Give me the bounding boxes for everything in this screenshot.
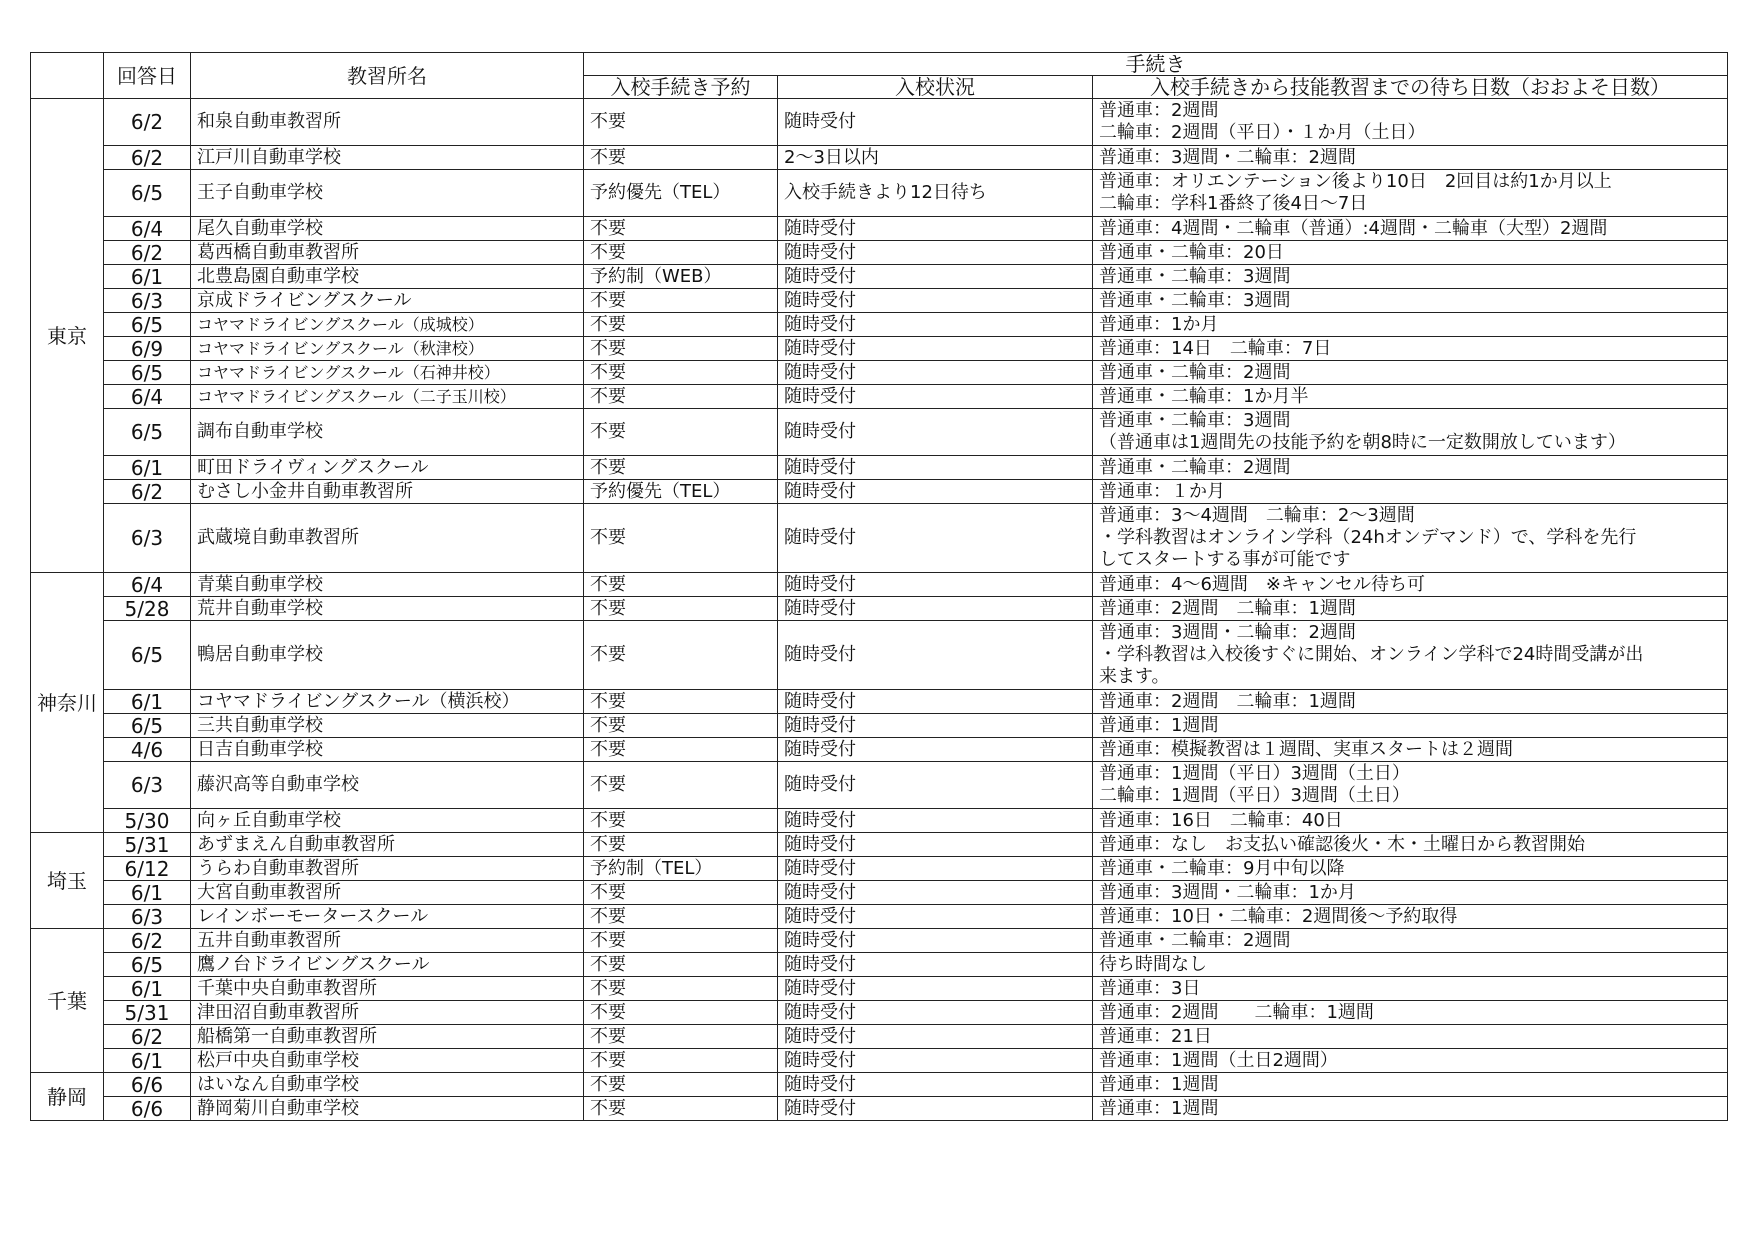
date-cell: 6/2 <box>104 241 191 265</box>
status-cell: 随時受付 <box>778 313 1093 337</box>
table-row <box>31 690 1728 714</box>
date-cell: 6/2 <box>104 146 191 170</box>
status-cell: 随時受付 <box>778 690 1093 714</box>
table-row <box>31 409 1728 456</box>
date-cell: 6/3 <box>104 504 191 573</box>
table-row <box>31 1025 1728 1049</box>
status-cell: 随時受付 <box>778 738 1093 762</box>
school-name-cell: 調布自動車学校 <box>191 409 584 456</box>
school-name-cell: 日吉自動車学校 <box>191 738 584 762</box>
status-cell: 随時受付 <box>778 1097 1093 1121</box>
wait-days-cell: 普通車：1週間（土日2週間） <box>1093 1049 1728 1073</box>
school-name-cell: 三共自動車学校 <box>191 714 584 738</box>
date-cell: 6/5 <box>104 313 191 337</box>
wait-days-cell: 普通車：4週間・二輪車（普通）:4週間・二輪車（大型）2週間 <box>1093 217 1728 241</box>
wait-days-cell: 普通車：2週間 二輪車：1週間 <box>1093 597 1728 621</box>
table-row <box>31 385 1728 409</box>
table-row <box>31 573 1728 597</box>
wait-days-cell: 普通車：1週間 <box>1093 1097 1728 1121</box>
school-header: 教習所名 <box>191 53 584 99</box>
wait-days-cell: 普通車・二輪車：3週間 <box>1093 265 1728 289</box>
table-row <box>31 480 1728 504</box>
reservation-cell: 不要 <box>584 597 778 621</box>
region-cell: 静岡 <box>31 1073 104 1121</box>
status-cell: 2～3日以内 <box>778 146 1093 170</box>
reservation-cell: 不要 <box>584 1073 778 1097</box>
table-row <box>31 1049 1728 1073</box>
table-row <box>31 241 1728 265</box>
school-name-cell: コヤマドライビングスクール（秋津校） <box>191 337 584 361</box>
school-name-cell: 尾久自動車学校 <box>191 217 584 241</box>
date-cell: 6/2 <box>104 480 191 504</box>
date-cell: 6/4 <box>104 573 191 597</box>
status-cell: 随時受付 <box>778 1025 1093 1049</box>
wait-days-cell: 普通車：1か月 <box>1093 313 1728 337</box>
date-cell: 5/31 <box>104 833 191 857</box>
reservation-cell: 予約制（WEB） <box>584 265 778 289</box>
date-cell: 6/3 <box>104 762 191 809</box>
table-body <box>31 99 1728 1121</box>
wait-days-cell: 普通車：10日・二輪車：2週間後～予約取得 <box>1093 905 1728 929</box>
school-name-cell: コヤマドライビングスクール（石神井校） <box>191 361 584 385</box>
date-cell: 6/1 <box>104 265 191 289</box>
school-name-cell: 向ヶ丘自動車学校 <box>191 809 584 833</box>
region-cell: 埼玉 <box>31 833 104 929</box>
reservation-cell: 不要 <box>584 953 778 977</box>
table-row <box>31 170 1728 217</box>
table-row <box>31 1073 1728 1097</box>
school-name-cell: 和泉自動車教習所 <box>191 99 584 146</box>
date-cell: 5/28 <box>104 597 191 621</box>
wait-days-cell: 普通車：2週間 二輪車：1週間 <box>1093 690 1728 714</box>
reservation-cell: 不要 <box>584 361 778 385</box>
region-cell: 千葉 <box>31 929 104 1073</box>
reservation-cell: 不要 <box>584 217 778 241</box>
date-cell: 6/5 <box>104 953 191 977</box>
table-row <box>31 504 1728 573</box>
date-cell: 6/6 <box>104 1097 191 1121</box>
table-row <box>31 265 1728 289</box>
table-row <box>31 456 1728 480</box>
table-row <box>31 809 1728 833</box>
school-name-cell: 王子自動車学校 <box>191 170 584 217</box>
status-cell: 随時受付 <box>778 597 1093 621</box>
wait-days-cell: 普通車：なし お支払い確認後火・木・土曜日から教習開始 <box>1093 833 1728 857</box>
wait-days-cell: 普通車：3週間・二輪車：2週間 ・学科教習は入校後すぐに開始、オンライン学科で24時間受講が出 来ます。 <box>1093 621 1728 690</box>
table-row <box>31 313 1728 337</box>
status-cell: 随時受付 <box>778 1073 1093 1097</box>
reservation-cell: 不要 <box>584 504 778 573</box>
reservation-cell: 不要 <box>584 714 778 738</box>
reservation-cell: 不要 <box>584 833 778 857</box>
table-row <box>31 905 1728 929</box>
school-name-cell: 町田ドライヴィングスクール <box>191 456 584 480</box>
wait-days-cell: 普通車：4～6週間 ※キャンセル待ち可 <box>1093 573 1728 597</box>
status-header: 入校状況 <box>778 76 1093 99</box>
reservation-cell: 不要 <box>584 409 778 456</box>
table-row <box>31 361 1728 385</box>
date-cell: 6/1 <box>104 977 191 1001</box>
school-name-cell: 船橋第一自動車教習所 <box>191 1025 584 1049</box>
status-cell: 随時受付 <box>778 977 1093 1001</box>
wait-days-cell: 普通車：模擬教習は１週間、実車スタートは２週間 <box>1093 738 1728 762</box>
table-row <box>31 953 1728 977</box>
status-cell: 随時受付 <box>778 714 1093 738</box>
table-row <box>31 929 1728 953</box>
date-cell: 6/5 <box>104 714 191 738</box>
reservation-cell: 不要 <box>584 337 778 361</box>
status-cell: 随時受付 <box>778 480 1093 504</box>
reservation-cell: 不要 <box>584 977 778 1001</box>
status-cell: 随時受付 <box>778 881 1093 905</box>
table-row <box>31 146 1728 170</box>
reservation-cell: 予約優先（TEL） <box>584 170 778 217</box>
reservation-cell: 不要 <box>584 905 778 929</box>
school-name-cell: 千葉中央自動車教習所 <box>191 977 584 1001</box>
region-cell: 神奈川 <box>31 573 104 833</box>
table-row <box>31 881 1728 905</box>
school-name-cell: 鴨居自動車学校 <box>191 621 584 690</box>
reservation-cell: 不要 <box>584 809 778 833</box>
date-cell: 6/3 <box>104 289 191 313</box>
school-name-cell: はいなん自動車学校 <box>191 1073 584 1097</box>
status-cell: 随時受付 <box>778 1049 1093 1073</box>
date-cell: 4/6 <box>104 738 191 762</box>
reservation-cell: 不要 <box>584 738 778 762</box>
status-cell: 随時受付 <box>778 385 1093 409</box>
region-cell: 東京 <box>31 99 104 573</box>
wait-days-cell: 普通車：1週間（平日）3週間（土日） 二輪車：1週間（平日）3週間（土日） <box>1093 762 1728 809</box>
table-row <box>31 621 1728 690</box>
wait-days-cell: 普通車：3～4週間 二輪車：2～3週間 ・学科教習はオンライン学科（24hオンデマンド）で、学科を先行 してスタートする事が可能です <box>1093 504 1728 573</box>
date-cell: 6/1 <box>104 690 191 714</box>
table-row <box>31 99 1728 146</box>
wait-days-cell: 普通車・二輪車：2週間 <box>1093 456 1728 480</box>
wait-days-cell: 普通車：１か月 <box>1093 480 1728 504</box>
table-row <box>31 1001 1728 1025</box>
date-cell: 6/2 <box>104 99 191 146</box>
status-cell: 随時受付 <box>778 409 1093 456</box>
reservation-cell: 不要 <box>584 1025 778 1049</box>
wait-days-cell: 普通車・二輪車：2週間 <box>1093 929 1728 953</box>
status-cell: 随時受付 <box>778 905 1093 929</box>
procedure-header: 手続き <box>584 53 1728 76</box>
wait-days-cell: 普通車：1週間 <box>1093 714 1728 738</box>
date-cell: 6/12 <box>104 857 191 881</box>
table-row <box>31 738 1728 762</box>
school-name-cell: あずまえん自動車教習所 <box>191 833 584 857</box>
wait-days-cell: 普通車：2週間 二輪車：1週間 <box>1093 1001 1728 1025</box>
wait-days-cell: 普通車：オリエンテーション後より10日 2回目は約1か月以上 二輪車：学科1番終了後4日～7日 <box>1093 170 1728 217</box>
reservation-cell: 不要 <box>584 1001 778 1025</box>
date-cell: 6/4 <box>104 217 191 241</box>
school-name-cell: 大宮自動車教習所 <box>191 881 584 905</box>
region-header <box>31 53 104 99</box>
table-row <box>31 762 1728 809</box>
date-cell: 6/1 <box>104 1049 191 1073</box>
status-cell: 随時受付 <box>778 456 1093 480</box>
wait-days-cell: 普通車・二輪車：2週間 <box>1093 361 1728 385</box>
date-cell: 6/5 <box>104 170 191 217</box>
reservation-cell: 不要 <box>584 456 778 480</box>
school-name-cell: 江戸川自動車学校 <box>191 146 584 170</box>
date-cell: 6/3 <box>104 905 191 929</box>
date-cell: 6/1 <box>104 456 191 480</box>
wait-days-cell: 普通車：3日 <box>1093 977 1728 1001</box>
school-name-cell: 藤沢高等自動車学校 <box>191 762 584 809</box>
wait-days-cell: 普通車：3週間・二輪車：2週間 <box>1093 146 1728 170</box>
status-cell: 随時受付 <box>778 1001 1093 1025</box>
status-cell: 随時受付 <box>778 809 1093 833</box>
reservation-cell: 不要 <box>584 385 778 409</box>
reservation-cell: 不要 <box>584 241 778 265</box>
wait-days-cell: 普通車：21日 <box>1093 1025 1728 1049</box>
school-status-table <box>30 52 1728 1121</box>
status-cell: 随時受付 <box>778 621 1093 690</box>
table-row <box>31 1097 1728 1121</box>
school-name-cell: 青葉自動車学校 <box>191 573 584 597</box>
school-name-cell: 北豊島園自動車学校 <box>191 265 584 289</box>
table-row <box>31 977 1728 1001</box>
date-cell: 6/1 <box>104 881 191 905</box>
status-cell: 随時受付 <box>778 504 1093 573</box>
wait-days-cell: 普通車：3週間・二輪車：1か月 <box>1093 881 1728 905</box>
wait-days-cell: 普通車・二輪車：9月中旬以降 <box>1093 857 1728 881</box>
reservation-cell: 予約制（TEL） <box>584 857 778 881</box>
date-cell: 6/5 <box>104 621 191 690</box>
reservation-cell: 不要 <box>584 762 778 809</box>
school-name-cell: 松戸中央自動車学校 <box>191 1049 584 1073</box>
wait-days-cell: 待ち時間なし <box>1093 953 1728 977</box>
status-cell: 随時受付 <box>778 953 1093 977</box>
school-name-cell: レインボーモータースクール <box>191 905 584 929</box>
reservation-cell: 不要 <box>584 690 778 714</box>
wait-days-cell: 普通車・二輪車：1か月半 <box>1093 385 1728 409</box>
date-cell: 5/31 <box>104 1001 191 1025</box>
wait-days-cell: 普通車・二輪車：3週間 <box>1093 289 1728 313</box>
school-name-cell: うらわ自動車教習所 <box>191 857 584 881</box>
wait-days-cell: 普通車：16日 二輪車：40日 <box>1093 809 1728 833</box>
date-cell: 6/2 <box>104 929 191 953</box>
school-name-cell: 静岡菊川自動車学校 <box>191 1097 584 1121</box>
table-row <box>31 857 1728 881</box>
wait-days-cell: 普通車：14日 二輪車：7日 <box>1093 337 1728 361</box>
date-cell: 5/30 <box>104 809 191 833</box>
reservation-cell: 不要 <box>584 1049 778 1073</box>
wait-days-cell: 普通車・二輪車：3週間 （普通車は1週間先の技能予約を朝8時に一定数開放しています） <box>1093 409 1728 456</box>
reservation-cell: 不要 <box>584 621 778 690</box>
school-name-cell: 武蔵境自動車教習所 <box>191 504 584 573</box>
status-cell: 随時受付 <box>778 857 1093 881</box>
status-cell: 随時受付 <box>778 361 1093 385</box>
date-cell: 6/5 <box>104 361 191 385</box>
table-row <box>31 217 1728 241</box>
status-cell: 随時受付 <box>778 573 1093 597</box>
reservation-cell: 不要 <box>584 929 778 953</box>
reservation-cell: 不要 <box>584 1097 778 1121</box>
table-row <box>31 597 1728 621</box>
table-row <box>31 337 1728 361</box>
school-name-cell: 葛西橋自動車教習所 <box>191 241 584 265</box>
reservation-header: 入校手続き予約 <box>584 76 778 99</box>
reservation-cell: 不要 <box>584 573 778 597</box>
wait-days-cell: 普通車・二輪車：20日 <box>1093 241 1728 265</box>
status-cell: 随時受付 <box>778 929 1093 953</box>
school-name-cell: 五井自動車教習所 <box>191 929 584 953</box>
date-cell: 6/9 <box>104 337 191 361</box>
status-cell: 随時受付 <box>778 241 1093 265</box>
reservation-cell: 不要 <box>584 313 778 337</box>
status-cell: 随時受付 <box>778 265 1093 289</box>
date-cell: 6/4 <box>104 385 191 409</box>
date-cell: 6/6 <box>104 1073 191 1097</box>
date-cell: 6/5 <box>104 409 191 456</box>
wait-days-cell: 普通車：2週間 二輪車：2週間（平日）・１か月（土日） <box>1093 99 1728 146</box>
reservation-cell: 不要 <box>584 881 778 905</box>
status-cell: 随時受付 <box>778 99 1093 146</box>
date-header: 回答日 <box>104 53 191 99</box>
school-name-cell: むさし小金井自動車教習所 <box>191 480 584 504</box>
reservation-cell: 不要 <box>584 99 778 146</box>
school-name-cell: 京成ドライビングスクール <box>191 289 584 313</box>
status-cell: 随時受付 <box>778 217 1093 241</box>
table-row <box>31 714 1728 738</box>
school-name-cell: 鷹ノ台ドライビングスクール <box>191 953 584 977</box>
status-cell: 入校手続きより12日待ち <box>778 170 1093 217</box>
reservation-cell: 不要 <box>584 146 778 170</box>
date-cell: 6/2 <box>104 1025 191 1049</box>
status-cell: 随時受付 <box>778 337 1093 361</box>
table-row <box>31 289 1728 313</box>
school-name-cell: コヤマドライビングスクール（成城校） <box>191 313 584 337</box>
table-row <box>31 833 1728 857</box>
reservation-cell: 不要 <box>584 289 778 313</box>
reservation-cell: 予約優先（TEL） <box>584 480 778 504</box>
status-cell: 随時受付 <box>778 762 1093 809</box>
school-name-cell: コヤマドライビングスクール（横浜校） <box>191 690 584 714</box>
status-cell: 随時受付 <box>778 833 1093 857</box>
wait-header: 入校手続きから技能教習までの待ち日数（おおよそ日数） <box>1093 76 1728 99</box>
school-name-cell: コヤマドライビングスクール（二子玉川校） <box>191 385 584 409</box>
school-name-cell: 津田沼自動車教習所 <box>191 1001 584 1025</box>
school-name-cell: 荒井自動車学校 <box>191 597 584 621</box>
wait-days-cell: 普通車：1週間 <box>1093 1073 1728 1097</box>
status-cell: 随時受付 <box>778 289 1093 313</box>
